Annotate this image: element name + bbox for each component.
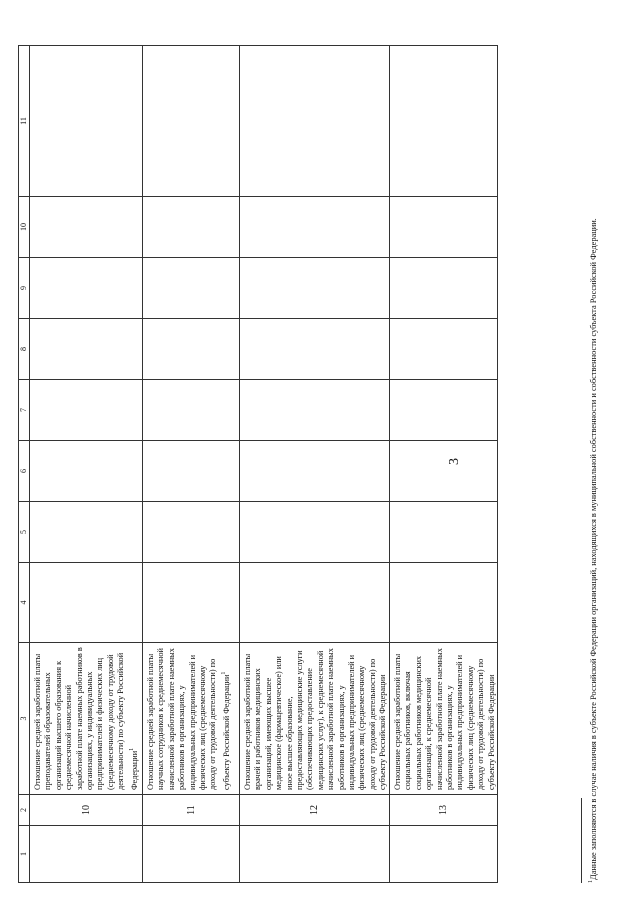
empty-cell bbox=[143, 380, 240, 441]
indicator-description bbox=[240, 643, 390, 795]
empty-cell bbox=[390, 563, 498, 643]
empty-cell bbox=[143, 46, 240, 197]
empty-cell bbox=[30, 46, 143, 197]
table-row bbox=[143, 46, 240, 883]
empty-cell bbox=[390, 441, 498, 502]
row-number: 10 bbox=[30, 795, 143, 826]
empty-cell bbox=[240, 441, 390, 502]
empty-cell bbox=[30, 563, 143, 643]
column-number: 6 bbox=[19, 441, 30, 502]
empty-cell bbox=[143, 197, 240, 258]
empty-cell bbox=[390, 380, 498, 441]
indicator-table bbox=[18, 45, 498, 883]
column-number: 4 bbox=[19, 563, 30, 643]
indicator-text: Отношение средней заработной платы врачей и работников медицинских организаций, имеющих высшее медицинское (фармацевтическое) или иное высшее образование, предоставляющих медицинские услуги (обеспечивающих предоставление медицинских услуг), к среднемесячной начисленной заработной плате наемных работников в организациях, у индивидуальных предпринимателей и физических лиц (среднемесячному доходу от трудовой деятельности) по субъекту Российской Федерации bbox=[243, 648, 388, 790]
empty-cell bbox=[30, 197, 143, 258]
footnote-divider bbox=[581, 798, 582, 883]
empty-cell bbox=[240, 319, 390, 380]
row-number: 12 bbox=[240, 795, 390, 826]
indicator-description bbox=[30, 643, 143, 795]
column-number: 8 bbox=[19, 319, 30, 380]
empty-cell bbox=[143, 826, 240, 883]
empty-cell bbox=[143, 441, 240, 502]
column-number: 3 bbox=[19, 643, 30, 795]
footnote-reference: 1 bbox=[220, 671, 227, 675]
column-number: 7 bbox=[19, 380, 30, 441]
empty-cell bbox=[240, 197, 390, 258]
footnote-text: Данные заполняются в случае наличия в субъекте Российской Федерации организаций, находящихся в муниципальной собственности и собственности субъекта Российской Федерации. bbox=[588, 218, 598, 880]
empty-cell bbox=[143, 258, 240, 319]
footnote-mark: 1 bbox=[588, 880, 594, 883]
column-number: 11 bbox=[19, 46, 30, 197]
empty-cell bbox=[30, 319, 143, 380]
empty-cell bbox=[390, 258, 498, 319]
column-number: 1 bbox=[19, 826, 30, 883]
empty-cell bbox=[240, 563, 390, 643]
indicator-description bbox=[390, 643, 498, 795]
empty-cell bbox=[240, 380, 390, 441]
column-number: 2 bbox=[19, 795, 30, 826]
column-number: 9 bbox=[19, 258, 30, 319]
empty-cell bbox=[390, 46, 498, 197]
column-number-row bbox=[19, 46, 30, 883]
empty-cell bbox=[30, 380, 143, 441]
empty-cell bbox=[143, 319, 240, 380]
empty-cell bbox=[30, 258, 143, 319]
empty-cell bbox=[390, 197, 498, 258]
empty-cell bbox=[30, 502, 143, 563]
empty-cell bbox=[390, 502, 498, 563]
empty-cell bbox=[143, 563, 240, 643]
empty-cell bbox=[30, 826, 143, 883]
column-number: 10 bbox=[19, 197, 30, 258]
table-row bbox=[30, 46, 143, 883]
empty-cell bbox=[240, 502, 390, 563]
empty-cell bbox=[240, 258, 390, 319]
empty-cell bbox=[143, 502, 240, 563]
empty-cell bbox=[390, 826, 498, 883]
footnote bbox=[588, 218, 598, 883]
empty-cell bbox=[390, 319, 498, 380]
row-number: 11 bbox=[143, 795, 240, 826]
column-number: 5 bbox=[19, 502, 30, 563]
empty-cell bbox=[240, 46, 390, 197]
page-number: 3 bbox=[447, 458, 462, 465]
row-number: 13 bbox=[390, 795, 498, 826]
indicator-description bbox=[143, 643, 240, 795]
indicator-text: Отношение средней заработной платы научных сотрудников к среднемесячной начисленной заработной плате наемных работников в организациях, у индивидуальных предпринимателей и физических лиц (среднемесячному доходу от трудовой деятельности) по субъекту Российской Федерации bbox=[146, 648, 231, 790]
table-row bbox=[240, 46, 390, 883]
indicator-text: Отношение средней заработной платы преподавателей образовательных организаций высшего образования к среднемесячной начисленной заработной плате наемных работников в организациях, у индивидуальных предпринимателей и физических лиц (среднемесячному доходу от трудовой деятельности) по субъекту Российской Федерации bbox=[33, 647, 139, 790]
empty-cell bbox=[30, 441, 143, 502]
footnote-reference: 1 bbox=[128, 747, 135, 751]
table-row bbox=[390, 46, 498, 883]
empty-cell bbox=[240, 826, 390, 883]
indicator-text: Отношение средней заработной платы социальных работников, включая социальных работников медицинских организаций, к среднемесячной начисленной заработной плате наемных работников в организациях, у индивидуальных предпринимателей и физических лиц (среднемесячному доходу от трудовой деятельности) по субъекту Российской Федерации bbox=[393, 648, 496, 790]
